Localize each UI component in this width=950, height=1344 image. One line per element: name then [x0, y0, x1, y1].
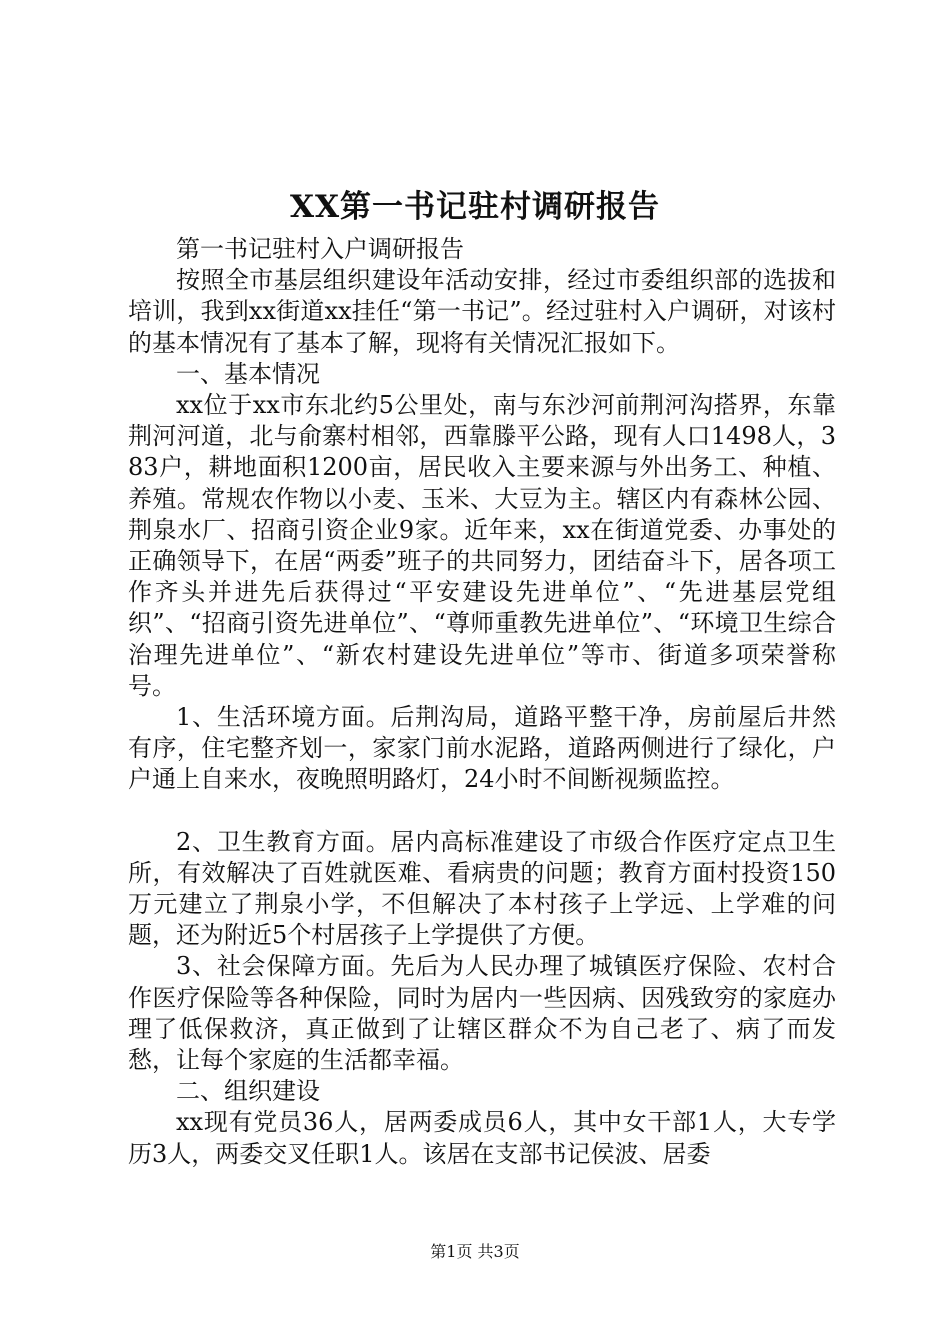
- living-environment-paragraph: 1、生活环境方面。后荆沟局，道路平整干净，房前屋后井然有序，住宅整齐划一，家家门前水泥路，道路两侧进行了绿化，户户通上自来水，夜晚照明路灯，24小时不间断视频监控。: [128, 703, 836, 794]
- organization-paragraph: xx现有党员36人，居两委成员6人，其中女干部1人，大专学历3人，两委交叉任职1人。该居在支部书记侯波、居委: [128, 1108, 836, 1168]
- section-heading-basic: 一、基本情况: [176, 359, 320, 388]
- subtitle-paragraph: 第一书记驻村入户调研报告: [176, 235, 464, 263]
- basic-info-paragraph: xx位于xx市东北约5公里处，南与东沙河前荆河沟搭界，东靠荆河河道，北与俞寨村相邻，西靠滕平公路，现有人口1498人，383户，耕地面积1200亩，居民收入主要来源与外出务工、种植、养殖。常规农作物以小麦、玉米、大豆为主。辖区内有森林公园、荆泉水厂、招商引资企业9家。近年来，xx在街道党委、办事处的正确领导下，在居“两委”班子的共同努力，团结奋斗下，居各项工作齐头并进先后获得过“平安建设先进单位”、“先进基层党组织”、“招商引资先进单位”、“尊师重教先进单位”、“环境卫生综合治理先进单位”、“新农村建设先进单位”等市、街道多项荣誉称号。: [128, 391, 836, 700]
- health-education-paragraph: 2、卫生教育方面。居内高标准建设了市级合作医疗定点卫生所，有效解决了百姓就医难、看病贵的问题；教育方面村投资150万元建立了荆泉小学，不但解决了本村孩子上学远、上学难的问题，还为附近5个村居孩子上学提供了方便。: [128, 827, 836, 950]
- page-footer: 第1页 共3页: [430, 1242, 520, 1261]
- social-security-paragraph: 3、社会保障方面。先后为人民办理了城镇医疗保险、农村合作医疗保险等各种保险，同时为居内一些因病、因残致穷的家庭办理了低保救济，真正做到了让辖区群众不为自己老了、病了而发愁，让每个家庭的生活都幸福。: [128, 952, 836, 1075]
- document-title: XX第一书记驻村调研报告: [289, 189, 661, 225]
- section-heading-organization: 二、组织建设: [176, 1077, 320, 1106]
- intro-paragraph: 按照全市基层组织建设年活动安排，经过市委组织部的选拔和培训，我到xx街道xx挂任“第一书记”。经过驻村入户调研，对该村的基本情况有了基本了解，现将有关情况汇报如下。: [128, 266, 836, 357]
- document-body: [128, 234, 836, 1170]
